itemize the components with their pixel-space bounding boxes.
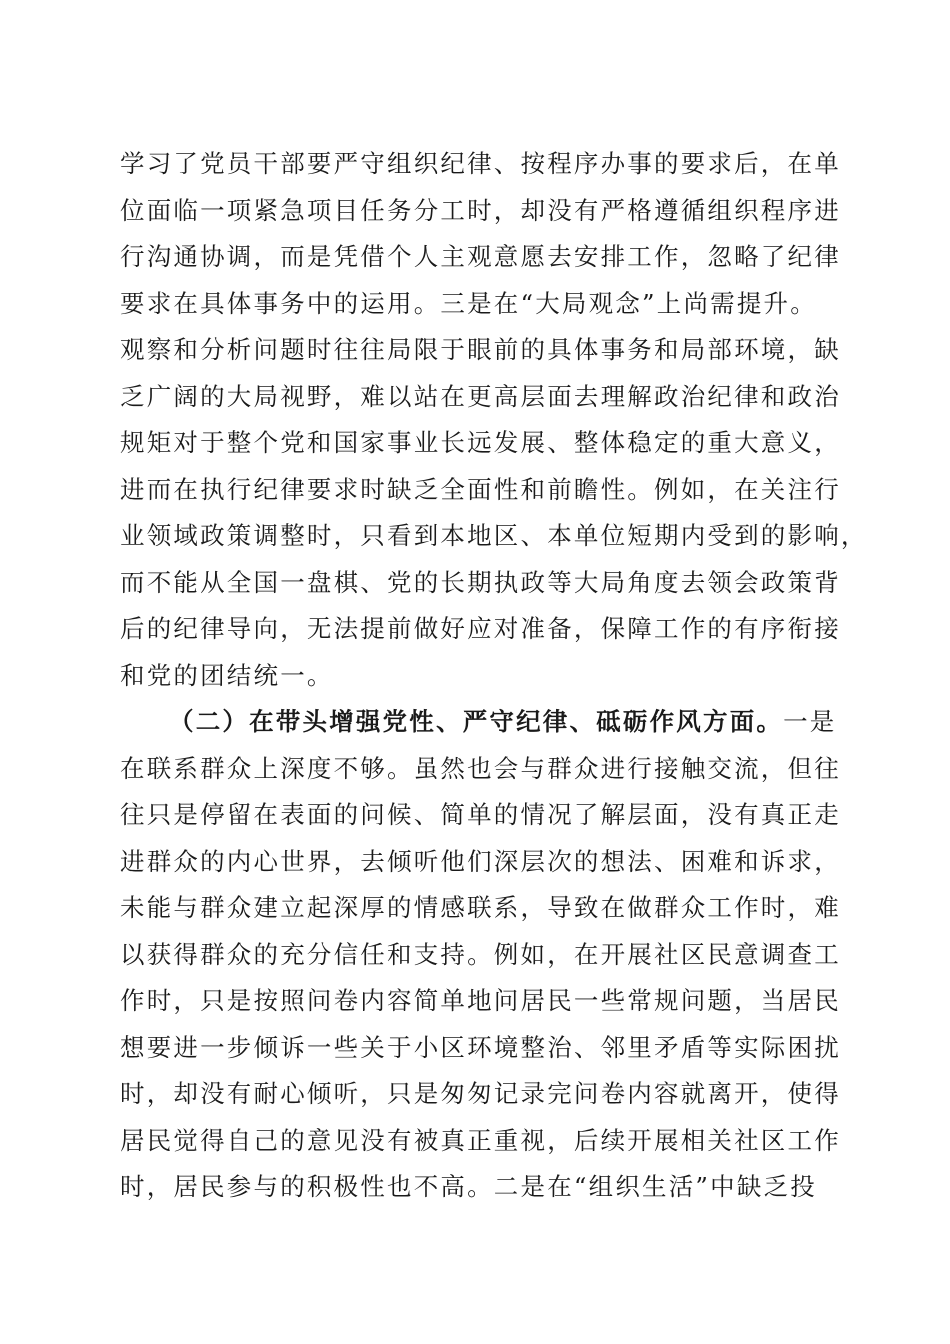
paragraph-line: 而不能从全国一盘棋、党的长期执政等大局角度去领会政策背: [120, 567, 841, 597]
paragraph-line: 要求在具体事务中的运用。三是在“大局观念”上尚需提升。: [120, 288, 817, 318]
paragraph-line: 时，居民参与的积极性也不高。二是在“组织生活”中缺乏投: [120, 1172, 817, 1201]
paragraph-line: 业领域政策调整时，只看到本地区、本单位短期内受到的影响，: [120, 521, 868, 550]
paragraph-line: 进而在执行纪律要求时缺乏全面性和前瞻性。例如，在关注行: [120, 474, 841, 504]
document-body: [120, 141, 868, 1211]
paragraph-line: 时，却没有耐心倾听，只是匆匆记录完问卷内容就离开，使得: [120, 1079, 841, 1108]
paragraph-line: 想要进一步倾诉一些关于小区环境整治、邻里矛盾等实际困扰: [120, 1032, 841, 1062]
paragraph-line: 作时，只是按照问卷内容简单地问居民一些常规问题，当居民: [120, 986, 841, 1015]
paragraph-line: 规矩对于整个党和国家事业长远发展、整体稳定的重大意义，: [120, 428, 841, 457]
paragraph-line: 往只是停留在表面的问候、简单的情况了解层面，没有真正走: [120, 800, 841, 829]
paragraph-line: 学习了党员干部要严守组织纪律、按程序办事的要求后，在单: [120, 149, 841, 178]
paragraph-line: 在联系群众上深度不够。虽然也会与群众进行接触交流，但往: [120, 753, 841, 783]
section-heading-tail: 一是: [783, 707, 837, 736]
paragraph-line: 行沟通协调，而是凭借个人主观意愿去安排工作，忽略了纪律: [120, 242, 841, 271]
paragraph-line: 乏广阔的大局视野，难以站在更高层面去理解政治纪律和政治: [120, 381, 841, 411]
paragraph-line: 观察和分析问题时往往局限于眼前的具体事务和局部环境，缺: [120, 335, 841, 364]
section-heading-line: [120, 699, 837, 746]
section-heading: （二）在带头增强党性、严守纪律、砥砺作风方面。: [169, 707, 784, 736]
paragraph-line: 未能与群众建立起深厚的情感联系，导致在做群众工作时，难: [120, 893, 841, 922]
paragraph-line: 位面临一项紧急项目任务分工时，却没有严格遵循组织程序进: [120, 195, 841, 225]
paragraph-line: 以获得群众的充分信任和支持。例如，在开展社区民意调查工: [120, 939, 841, 969]
paragraph-line: 和党的团结统一。: [120, 660, 334, 690]
paragraph-line: 居民觉得自己的意见没有被真正重视，后续开展相关社区工作: [120, 1125, 841, 1155]
paragraph-line: 进群众的内心世界，去倾听他们深层次的想法、困难和诉求，: [120, 846, 841, 876]
paragraph-line: 后的纪律导向，无法提前做好应对准备，保障工作的有序衔接: [120, 614, 841, 643]
